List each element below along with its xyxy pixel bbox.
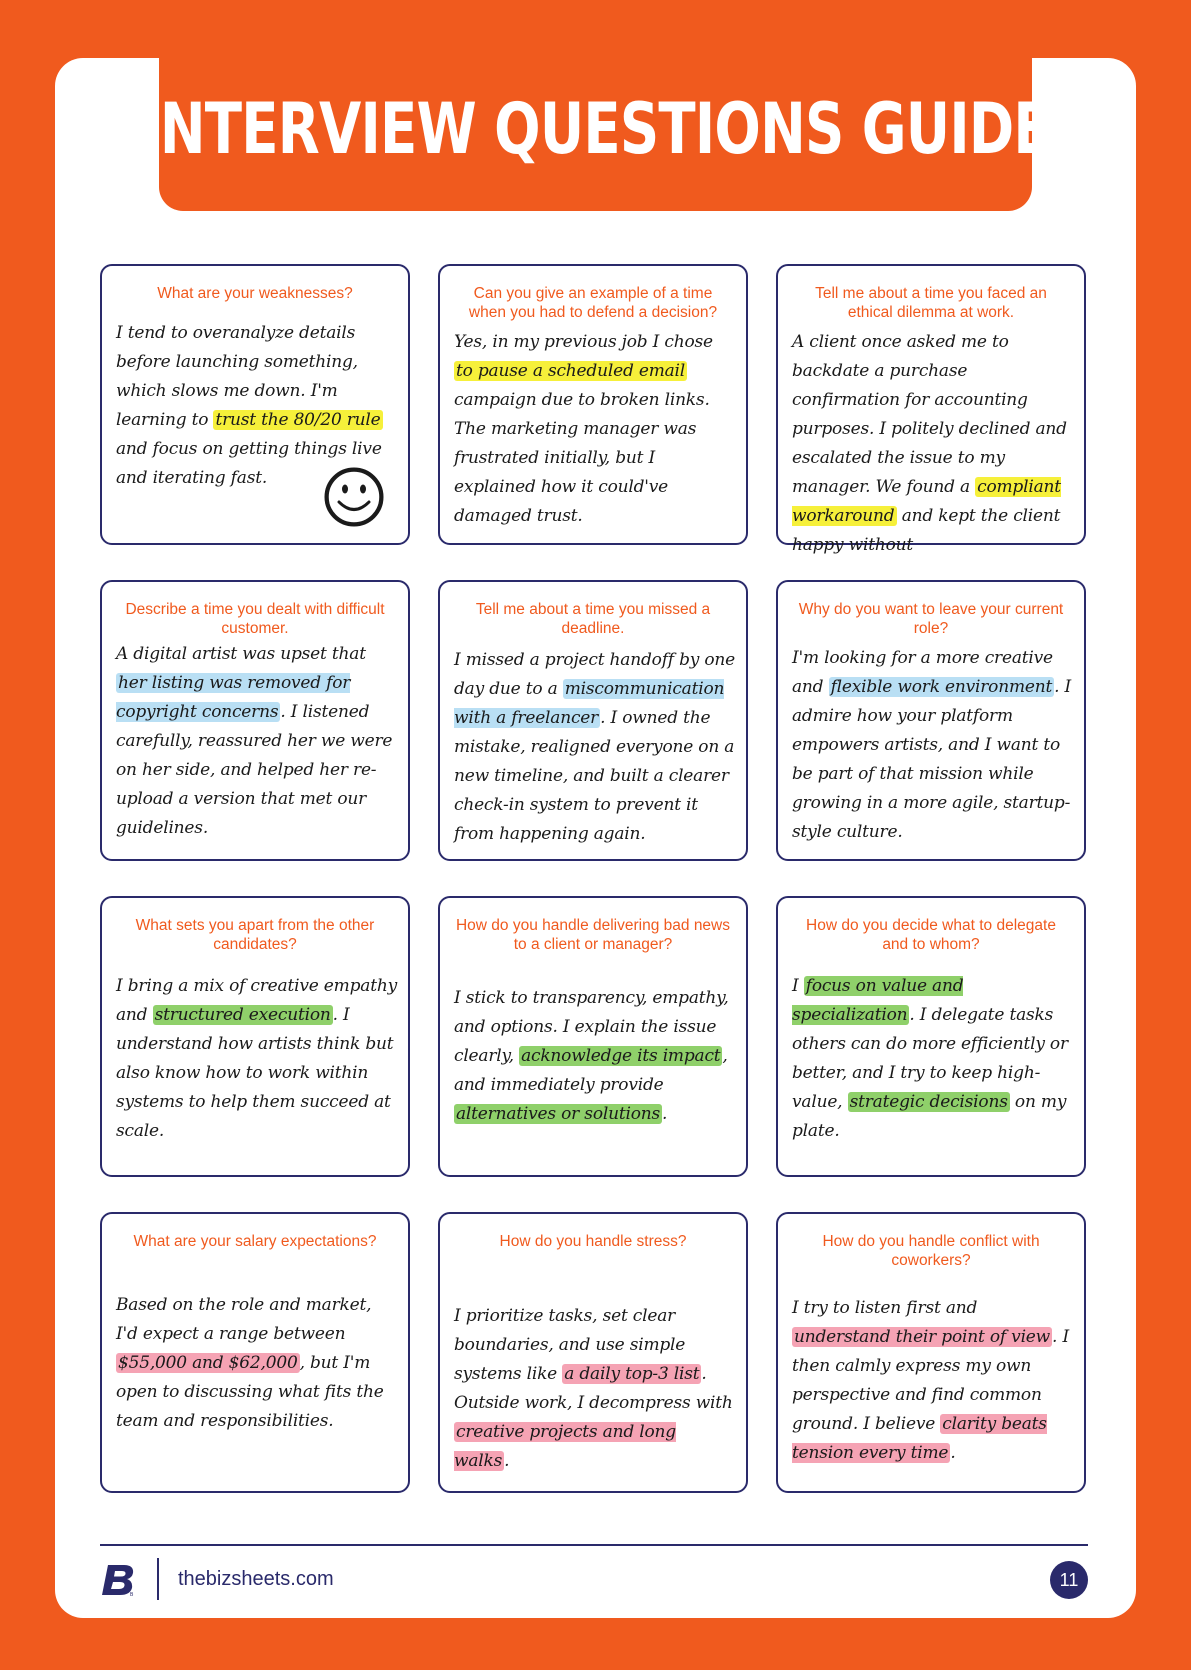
question-card (776, 1212, 1086, 1493)
question-card (438, 896, 748, 1177)
highlighted-phrase: her listing was removed for copyright concerns (116, 673, 351, 722)
answer-text (116, 972, 398, 1146)
answer-segment: . I owned the mistake, realigned everyone on a new timeline, and built a clearer check-in system to prevent it from happening again. (454, 708, 735, 844)
highlighted-phrase: acknowledge its impact (521, 1046, 721, 1066)
logo-letter: B (130, 1592, 134, 1597)
question-card (438, 580, 748, 861)
answer-segment: . I listened carefully, reassured her we were on her side, and helped her re-upload a version that met our guidelines. (116, 702, 393, 838)
question-text: How do you handle conflict with coworkers? (822, 1233, 1040, 1269)
question-card (100, 580, 410, 861)
answer-segment: A client once asked me to backdate a purchase confirmation for accounting purposes. I politely declined and escalated the issue to my manager. We found a (792, 332, 1067, 497)
answer-text (792, 972, 1074, 1146)
answer-segment: and kept the client happy without (792, 506, 1061, 555)
question-text: Why do you want to leave your current role? (798, 601, 1064, 637)
highlighted-phrase: flexible work environment (830, 677, 1053, 697)
answer-segment: Based on the role and market, I'd expect a range between (116, 1295, 372, 1344)
question-text: Tell me about a time you faced an ethical dilemma at work. (815, 285, 1047, 321)
question-card (438, 264, 748, 545)
highlighted-phrase: $55,000 and $62,000 (118, 1353, 298, 1373)
highlighted-phrase: a daily top-3 list (564, 1364, 700, 1384)
question-text: Describe a time you dealt with difficult customer. (125, 601, 385, 637)
answer-segment: I missed a project handoff by one day due to a (454, 650, 736, 699)
answer-segment: . (950, 1443, 956, 1463)
answer-segment: , and immediately provide (454, 1046, 728, 1095)
title-banner (140, 58, 1051, 211)
highlighted-phrase: understand their point of view (794, 1327, 1051, 1347)
question-card (776, 580, 1086, 861)
answer-segment: . (504, 1451, 510, 1471)
question-card (776, 896, 1086, 1177)
answer-segment: . (662, 1104, 668, 1124)
highlighted-phrase: focus on value and specialization (792, 976, 964, 1025)
question-card (100, 264, 410, 545)
highlighted-phrase: compliant workaround (792, 477, 1061, 526)
answer-text (116, 1291, 398, 1436)
question-card (100, 1212, 410, 1493)
highlighted-phrase: to pause a scheduled email (456, 361, 686, 381)
answer-text (116, 640, 398, 843)
footer-separator (157, 1558, 159, 1600)
answer-segment: . I admire how your platform empowers artists, and I want to be part of that mission while growing in a more agile, startup-style culture. (792, 677, 1072, 842)
highlighted-phrase: alternatives or solutions (456, 1104, 661, 1124)
answer-segment: . I understand how artists think but also know how to work within systems to help them succeed at scale. (116, 1005, 394, 1141)
highlighted-phrase: trust the 80/20 rule (215, 410, 381, 430)
highlighted-phrase: miscommunication with a freelancer (454, 679, 725, 728)
answer-segment: I stick to transparency, empathy, and options. I explain the issue clearly, (454, 988, 729, 1066)
answer-segment: . Outside work, I decompress with (454, 1364, 733, 1413)
answer-text (454, 984, 736, 1129)
highlighted-phrase: strategic decisions (849, 1092, 1008, 1112)
answer-segment: I bring a mix of creative empathy and (116, 976, 397, 1025)
answer-segment: , but I'm open to discussing what fits the team and responsibilities. (116, 1353, 384, 1431)
highlighted-phrase: creative projects and long walks (454, 1422, 676, 1471)
answer-text (454, 646, 736, 849)
answer-text (792, 1294, 1074, 1468)
answer-segment: I tend to overanalyze details before launching something, which slows me down. I'm learning to (116, 323, 358, 430)
page-title: INTERVIEW QUESTIONS GUIDE (140, 87, 1051, 170)
answer-segment: I'm looking for a more creative and (792, 648, 1053, 697)
answer-segment: . I delegate tasks others can do more efficiently or better, and I try to keep high-value, (792, 1005, 1068, 1112)
question-text: Tell me about a time you missed a deadline. (475, 601, 711, 637)
question-card (776, 264, 1086, 555)
answer-segment: I try to listen first and (792, 1298, 978, 1318)
question-text: What are your salary expectations? (133, 1233, 377, 1250)
answer-text (792, 328, 1074, 560)
question-text: What are your weaknesses? (157, 285, 353, 302)
question-text: How do you decide what to delegate and to whom? (806, 917, 1056, 953)
answer-text (454, 1302, 736, 1476)
answer-segment: and focus on getting things live and iterating fast. (116, 439, 382, 488)
answer-segment: campaign due to broken links. The marketing manager was frustrated initially, but I explained how it could've damaged trust. (454, 390, 710, 526)
footer-divider (100, 1544, 1088, 1546)
question-text: What sets you apart from the other candidates? (135, 917, 375, 953)
highlighted-phrase: structured execution (154, 1005, 331, 1025)
answer-segment: . I then calmly express my own perspective and find common ground. I believe (792, 1327, 1069, 1434)
highlighted-phrase: clarity beats tension every time (792, 1414, 1047, 1463)
question-text: Can you give an example of a time when you had to defend a decision? (468, 285, 718, 321)
answer-text (454, 328, 736, 531)
question-card (438, 1212, 748, 1493)
answer-text (792, 644, 1074, 847)
answer-segment: I (792, 976, 804, 996)
bizsheets-logo-icon (100, 1563, 136, 1597)
answer-segment: Yes, in my previous job I chose (454, 332, 713, 352)
website-link[interactable]: thebizsheets.com (178, 1568, 334, 1590)
question-card (100, 896, 410, 1177)
answer-segment: I prioritize tasks, set clear boundaries, and use simple systems like (454, 1306, 686, 1384)
question-text: How do you handle stress? (499, 1233, 687, 1250)
question-text: How do you handle delivering bad news to a client or manager? (455, 917, 730, 953)
page-number-badge: 11 (1050, 1561, 1088, 1599)
smiley-icon (322, 465, 386, 529)
answer-segment: on my plate. (792, 1092, 1067, 1141)
answer-segment: A digital artist was upset that (116, 644, 366, 664)
